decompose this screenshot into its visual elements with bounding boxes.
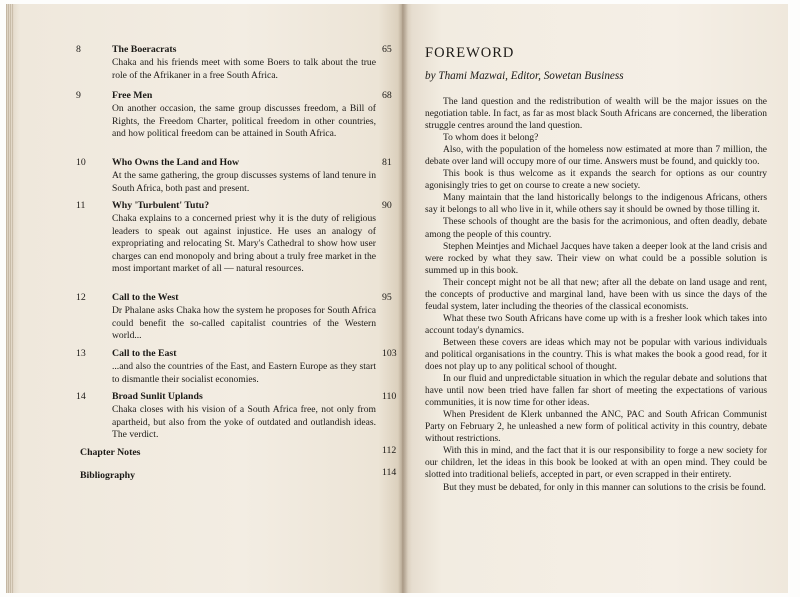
foreword-heading: FOREWORD: [425, 45, 515, 61]
foreword-paragraph: Stephen Meintjes and Michael Jacques have taken a deeper look at the land crisis and were rocked by what they saw. Their view on what could be a possible solution is summed up in this book.: [425, 241, 767, 276]
foreword-body: [425, 96, 767, 494]
foreword-paragraph: What these two South Africans have come up with is a fresher look which takes into account today's dynamics.: [425, 313, 767, 336]
foreword-paragraph: Also, with the population of the homeless now estimated at more than 7 million, the debate over land will occupy more of our time. Answers must be found, and quickly too.: [425, 145, 767, 168]
chapter-description: At the same gathering, the group discusses systems of land tenure in South Africa, both past and present.: [112, 170, 376, 194]
chapter-page: 110: [382, 391, 397, 402]
chapter-title: Broad Sunlit Uplands: [112, 391, 203, 402]
chapter-page: 81: [382, 157, 392, 168]
chapter-title: Who Owns the Land and How: [112, 157, 240, 168]
chapter-description: Chaka closes with his vision of a South Africa free, not only from apartheid, but also from the yoke of outdated and outlandish ideas. The verdict.: [112, 404, 376, 441]
foreword-paragraph: To whom does it belong?: [443, 133, 539, 144]
foreword-paragraph: But they must be debated, for only in this manner can solutions to the crisis be found.: [443, 482, 766, 493]
chapter-title: Call to the East: [112, 348, 177, 359]
contents-page: [6, 4, 402, 593]
chapter-notes-page: 112: [382, 445, 397, 456]
foreword-byline: by Thami Mazwai, Editor, Sowetan Business: [425, 70, 624, 82]
chapter-title: Free Men: [112, 90, 153, 101]
chapter-page: 103: [382, 348, 397, 359]
chapter-number: 13: [76, 348, 86, 359]
chapter-notes-title: Chapter Notes: [80, 447, 141, 458]
bibliography-page: 114: [382, 467, 397, 478]
chapter-title: Call to the West: [112, 292, 179, 303]
book-gutter: [398, 4, 408, 593]
foreword-paragraph: Many maintain that the land historically belongs to the indigenous Africans, others say it belongs to all who live in it, while others say it should be owned by those tilling it.: [425, 193, 767, 216]
chapter-number: 9: [76, 90, 81, 101]
chapter-description: ...and also the countries of the East, and Eastern Europe as they start to dismantle their socialist economies.: [112, 361, 376, 385]
chapter-description: On another occasion, the same group discusses freedom, a Bill of Rights, the Freedom Charter, political freedom in other countries, and how political freedom can be attained in South Africa.: [112, 103, 376, 140]
chapter-number: 14: [76, 391, 86, 402]
chapter-number: 12: [76, 292, 86, 303]
foreword-paragraph: When President de Klerk unbanned the ANC, PAC and South African Communist Party on February 2, he unleashed a new form of political activity in this country, debate without restrictions.: [425, 410, 767, 445]
foreword-paragraph: In our fluid and unpredictable situation in which the regular debate and solutions that have until now been tried have fallen far short of meeting the expectations of various communities, it is now time for other ideas.: [425, 374, 767, 409]
bibliography-title: Bibliography: [80, 470, 135, 481]
chapter-description: Dr Phalane asks Chaka how the system he proposes for South Africa could benefit the so-called capitalist countries of the Western world...: [112, 305, 376, 342]
chapter-page: 90: [382, 200, 392, 211]
chapter-description: Chaka explains to a concerned priest why it is the duty of religious leaders to speak out against injustice. He uses an analogy of expropriating and relocating St. Mary's Cathedral to show how user charges can end monopoly and bring about a truly free market in the most important market of all — natural resources.: [112, 213, 376, 275]
chapter-title: The Boeracrats: [112, 44, 177, 55]
chapter-number: 11: [76, 200, 86, 211]
chapter-page: 65: [382, 44, 392, 55]
chapter-page: 95: [382, 292, 392, 303]
page-edge: [6, 4, 14, 593]
foreword-paragraph: With this in mind, and the fact that it is our responsibility to forge a new society for our children, let the ideas in this book be looked at with an open mind. They could be slotted into traditional beliefs, accepted in part, or even scrapped in their entirety.: [425, 446, 767, 481]
foreword-paragraph: The land question and the redistribution of wealth will be the major issues on the negotiation table. In fact, as far as most black South Africans are concerned, the liberation struggle centres around the land question.: [425, 97, 767, 132]
foreword-paragraph: This book is thus welcome as it expands the search for options as our country agonisingly tries to get on course to create a new society.: [425, 169, 767, 192]
chapter-description: Chaka and his friends meet with some Boers to talk about the true role of the Afrikaner in a free South Africa.: [112, 57, 376, 81]
chapter-title: Why 'Turbulent' Tutu?: [112, 200, 210, 211]
chapter-number: 10: [76, 157, 86, 168]
chapter-page: 68: [382, 90, 392, 101]
foreword-paragraph: Between these covers are ideas which may not be popular with various individuals and political organisations in the country. This is what makes the book a good read, for it does not play up to any political school of thought.: [425, 337, 767, 373]
foreword-paragraph: These schools of thought are the basis for the acrimonious, and often deadly, debate among the people of this country.: [425, 217, 767, 240]
foreword-paragraph: Their concept might not be all that new; after all the debate on land usage and rent, the concepts of productive and marginal land, have been with us since the days of the feudal system, later including the theories of the classical economists.: [425, 277, 767, 312]
chapter-number: 8: [76, 44, 81, 55]
